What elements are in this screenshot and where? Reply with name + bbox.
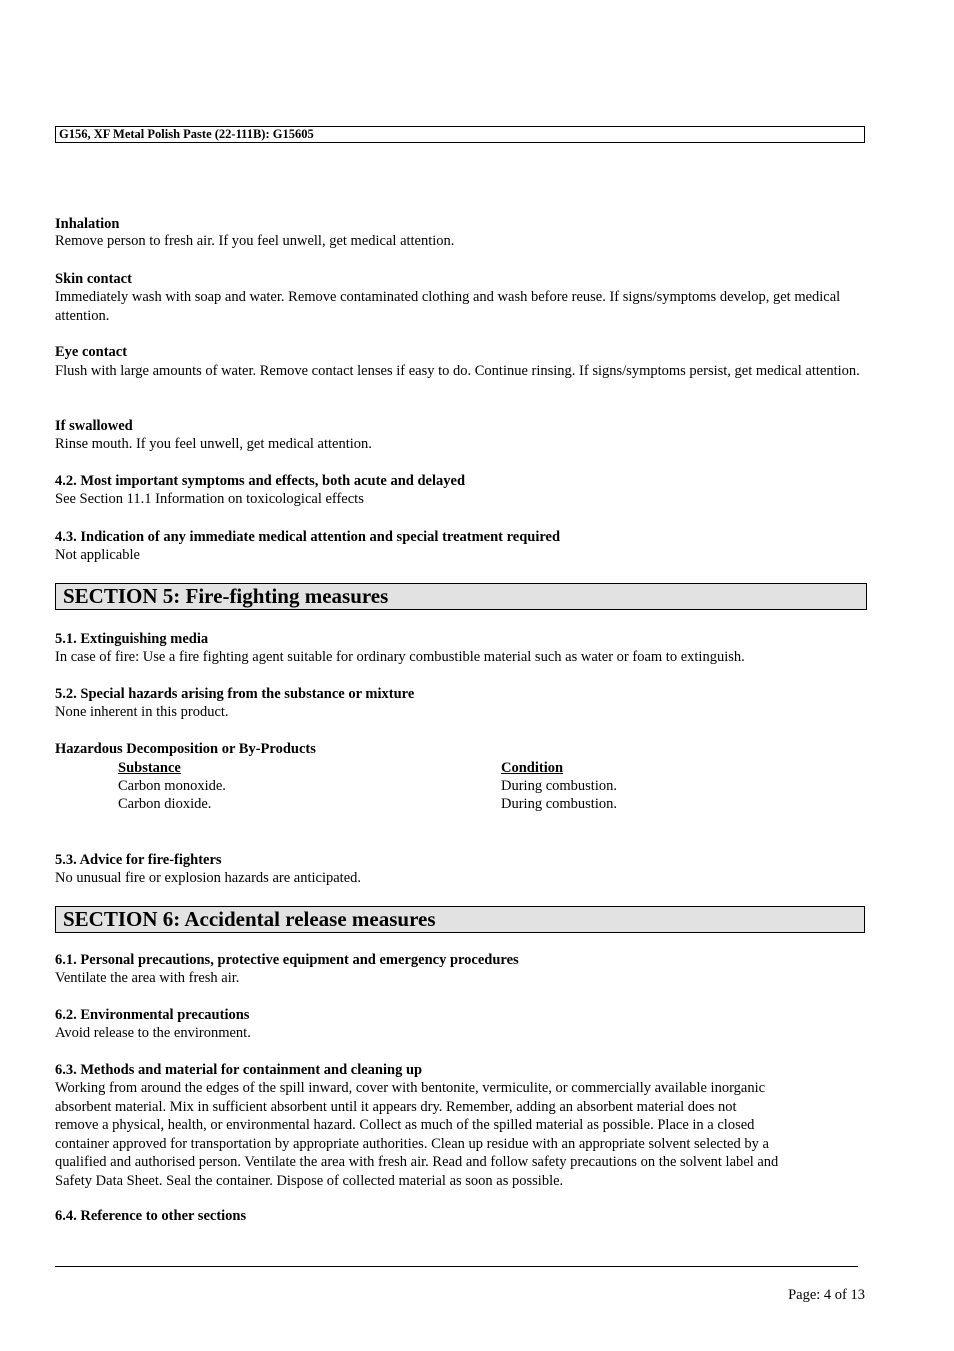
footer-divider: [55, 1266, 858, 1267]
s6-3-line: Safety Data Sheet. Seal the container. Dispose of collected material as soon as possible.: [55, 1172, 564, 1189]
s6-3-line: qualified and authorised person. Ventilate the area with fresh air. Read and follow safety precautions on the solvent label and: [55, 1154, 779, 1170]
s5-3-heading: 5.3. Advice for fire-fighters: [55, 852, 222, 868]
section-6-title: SECTION 6: Accidental release measures: [55, 906, 865, 933]
s6-3-line: container approved for transportation by appropriate authorities. Clean up residue with an appropriate solvent selected by a: [55, 1135, 769, 1152]
eye-contact-text: Flush with large amounts of water. Remove contact lenses if easy to do. Continue rinsing. If signs/symptoms persist, get medical attention.: [55, 363, 860, 379]
page-number: Page: 4 of 13: [788, 1287, 865, 1303]
s6-4-heading: 6.4. Reference to other sections: [55, 1208, 247, 1224]
eye-contact-heading: Eye contact: [55, 344, 128, 360]
s6-3-line: absorbent material. Mix in sufficient absorbent until it appears dry. Remember, adding an absorbent material does not: [55, 1098, 737, 1115]
s6-3-heading: 6.3. Methods and material for containment and cleaning up: [55, 1062, 423, 1078]
s4-2-text: See Section 11.1 Information on toxicological effects: [55, 491, 364, 507]
s6-1-heading: 6.1. Personal precautions, protective equipment and emergency procedures: [55, 952, 519, 968]
decomposition-condition: During combustion.: [501, 796, 617, 812]
inhalation-heading: Inhalation: [55, 216, 120, 232]
s4-3-text: Not applicable: [55, 547, 140, 563]
s6-1-text: Ventilate the area with fresh air.: [55, 970, 240, 986]
s6-2-heading: 6.2. Environmental precautions: [55, 1007, 250, 1023]
s4-2-heading: 4.2. Most important symptoms and effects, both acute and delayed: [55, 473, 466, 489]
s6-3-line: Working from around the edges of the spill inward, cover with bentonite, vermiculite, or commercially available inorganic: [55, 1080, 766, 1096]
s5-1-heading: 5.1. Extinguishing media: [55, 631, 209, 647]
s5-3-text: No unusual fire or explosion hazards are anticipated.: [55, 870, 362, 886]
condition-column-header: Condition: [501, 760, 564, 776]
skin-contact-heading: Skin contact: [55, 271, 132, 287]
substance-column-header: Substance: [118, 760, 181, 776]
section-5-title: SECTION 5: Fire-fighting measures: [55, 583, 867, 610]
document-header: G156, XF Metal Polish Paste (22-111B): G15605: [55, 126, 865, 143]
skin-contact-text: Immediately wash with soap and water. Remove contaminated clothing and wash before reuse. If signs/symptoms develop, get medical attention.: [55, 289, 841, 324]
if-swallowed-text: Rinse mouth. If you feel unwell, get medical attention.: [55, 436, 372, 452]
s4-3-heading: 4.3. Indication of any immediate medical attention and special treatment required: [55, 529, 561, 545]
if-swallowed-heading: If swallowed: [55, 418, 133, 434]
s5-1-text: In case of fire: Use a fire fighting agent suitable for ordinary combustible material such as water or foam to extinguish.: [55, 649, 745, 665]
s5-2-heading: 5.2. Special hazards arising from the substance or mixture: [55, 686, 415, 702]
decomposition-heading: Hazardous Decomposition or By-Products: [55, 741, 316, 757]
s6-3-line: remove a physical, health, or environmental hazard. Collect as much of the spilled material as possible. Place in a closed: [55, 1117, 755, 1133]
s6-2-text: Avoid release to the environment.: [55, 1025, 251, 1041]
s5-2-text: None inherent in this product.: [55, 704, 229, 720]
decomposition-condition: During combustion.: [501, 778, 617, 794]
inhalation-text: Remove person to fresh air. If you feel unwell, get medical attention.: [55, 233, 455, 249]
s6-3-text: [55, 1079, 865, 1190]
decomposition-substance: Carbon monoxide.: [118, 778, 226, 794]
decomposition-substance: Carbon dioxide.: [118, 796, 212, 812]
